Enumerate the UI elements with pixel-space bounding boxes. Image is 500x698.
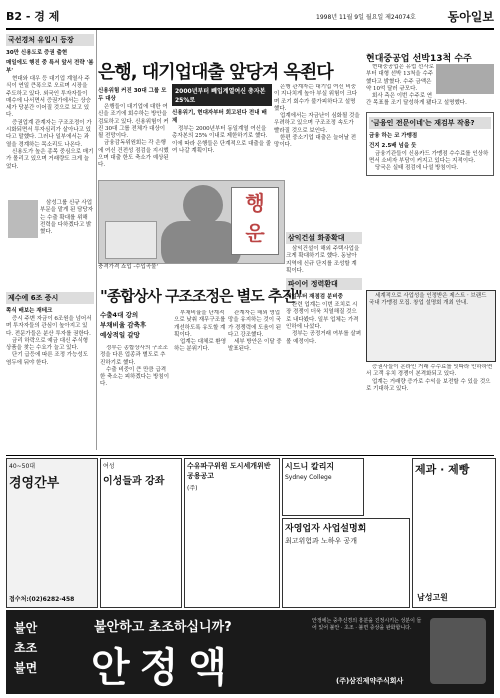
ad-college[interactable] — [282, 458, 364, 516]
ad-seminar-sub: 최고위험과 노하우 공개 — [285, 537, 358, 545]
banner-brand: 안정액 — [91, 645, 237, 691]
column-box-title: '금융인 전문이네'는 재검부 작용? — [369, 117, 491, 129]
ad-public-notice-sub: (주) — [187, 485, 198, 492]
left-article-sub: 30만 신용도로 증권 출현 — [6, 50, 68, 56]
main-headline: 은행, 대기업대출 앞당겨 옥죈다 — [98, 62, 333, 83]
main-body-col3: 은행 관계자는 대기업 여신 비중이 지나치게 높아 부실 위험이 크다며 조기 회수가 불가피하다고 설명했다. 업계에서는 자금난이 심화될 것을 우려하고 있으며 구조조정 속도가 빨라질 것으로 보인다. 한편 중소기업 대출은 늘어날 전망이다. — [274, 84, 360, 149]
main-sub2: 2000년부터 빼입계열여신 총자본 25%로 — [172, 84, 272, 106]
banner-line-1: 불안 — [14, 621, 38, 635]
right-box-ad: 세계적으로 사업성을 인정받은 제스트 · 브랜드 국내 가맹점 모집. 창업 설명회 개최 안내. — [366, 290, 496, 362]
left-lower-column: 제수에 6조 증시 쪽식 배보는 재테크 증시 주변 자금이 6조원을 넘어서며 투자자들의 관심이 높아지고 있다. 전문가들은 분산 투자를 권한다. 금리 하락으로 예금 대신 주식형 상품을 찾는 수요가 늘고 있다. 단기 급등에 따른 조정 가능성도 염두에 둬야 한다. — [6, 290, 94, 450]
ad-seminar-title: 자영업자 사업설명회 — [285, 524, 367, 534]
ad-management-sub: 40~50대 — [9, 463, 36, 470]
sub-list-item-1: 수출4대 강의 — [100, 311, 139, 319]
issue-date: 1998년 11월 9일 월요일 제24074호 — [316, 14, 416, 21]
sub-body-col3: 관계자는 해외 영업망을 유지하는 것이 국가 경쟁력에 도움이 된다고 강조했다. 세부 방안은 이달 중 발표된다. — [228, 310, 282, 353]
small-head-b: 파이어 정력환대 — [286, 278, 362, 290]
column-box-point-2: 건지 2.5배 넘을 듯 — [369, 142, 417, 149]
ad-women-sub: 여성 — [103, 463, 115, 470]
main-body-col2: 2000년부터 빼입계열여신 총자본 25%로 신용위기, 현대자부터 회고된다 전내 배제 정부는 2000년부터 동일계열 여신을 총자본의 25% 이내로 제한하기로 했다. 이에 따라 은행들은 단계적으로 대출을 줄여 나갈 계획이다. — [172, 84, 272, 204]
section-label: B2 - 경 제 — [6, 10, 60, 23]
column-box-point-1: 금융 하는 코 가맹점 — [369, 132, 418, 139]
page-header — [6, 6, 494, 30]
banner-line-2: 초조 — [14, 641, 38, 655]
sidebar-label: 쪽식 배보는 재테크 — [6, 308, 53, 314]
ads-section — [6, 455, 494, 608]
ad-bakery-sub: 남성고원 — [417, 593, 448, 602]
mid-right-column: 삼익건설 화종확대 삼익건설이 해외 주택사업을 크게 확대하기로 했다. 동남아 지역에 신규 단지를 조성할 계획이다. 파이어 정력환대 내일부터 재점검 분비중 관련 업계는 이번 조치로 시장 경쟁이 더욱 치열해질 것으로 내다봤다. 일부 업체는 가격 인하에 나섰다. 정부는 공정거래 여부를 살펴볼 예정이다. — [286, 234, 362, 345]
banner-left-lines — [14, 618, 37, 678]
ad-women[interactable] — [100, 458, 182, 608]
right-lower-text: 증권사들이 온라인 거래 수수료를 잇따라 인하하면서 고객 유치 경쟁이 본격화되고 있다. 업계는 거래량 증가로 수익을 보전할 수 있을 것으로 기대하고 있다. — [366, 364, 493, 392]
banner-slogan: 불안하고 초조하십니까? — [94, 620, 232, 635]
left-article-body: 현대와 대우 등 대기업 계열사 주식이 연일 큰폭으로 오르며 시장을 주도하고 있다. 외국인 투자자들이 매수에 나서면서 증권가에서는 상승세가 당분간 이어질 것으로 보고 있다. 증권업계 관계자는 구조조정이 가시화되면서 투자심리가 살아나고 있다고 말했다. 그러나 일부에서는 과열을 경계하는 목소리도 나온다. 신용도가 높은 종목 중심으로 매기가 몰리고 있으며 거래량도 크게 늘었다. — [6, 76, 94, 170]
small-head-c: 내일부터 재점검 분비중 — [286, 294, 343, 301]
ad-women-title: 이성들과 강좌 — [103, 476, 165, 487]
column-divider — [96, 30, 97, 450]
ad-seminar[interactable] — [282, 518, 410, 608]
column-box: '금융인 전문이네'는 재검부 작용? 금융 하는 코 가맹점 건지 2.5배 넘을 듯 금융기관들이 신용카드 가맹점 수수료를 인상하면서 소비자 부담이 커지고 있다는 지적이다. 당국은 실태 점검에 나설 방침이다. — [366, 112, 494, 176]
ad-bakery[interactable] — [412, 458, 496, 608]
news-photo: 행 운 — [98, 180, 285, 264]
left-article-sub2: 매일에도 행진 중 특서 앞서 전략 '봄부' — [6, 60, 94, 74]
left-article-title: 국선경처 유입시 등장 — [6, 34, 94, 46]
right-article-title: 현대중공업 선박13척 수주 — [366, 54, 472, 64]
main-body-col1: 신용위험 커진 30대 그룹 모두 대상 은행들이 대기업에 대한 여신을 조기에 회수하는 방안을 검토하고 있다. 신용위험이 커진 30대 그룹 전체가 대상이 될 전망이다. 금융감독위원회는 각 은행에 여신 건전성 점검을 지시했으며 대출 한도 축소가 예상된다. — [98, 88, 169, 169]
ad-management-phone: 접수처:(02)6282-458 — [9, 596, 75, 603]
ad-public-notice[interactable] — [184, 458, 280, 608]
sub-body-col2: 부채비율을 단계적으로 낮춰 재무구조를 개선하도록 유도할 계획이다. 업계는 대체로 환영하는 분위기다. — [174, 310, 226, 353]
ad-management[interactable] — [6, 458, 98, 608]
reporter-photo — [8, 200, 38, 238]
photo-caption: 충격가격 쇼입 -수입곡물' — [98, 264, 158, 270]
ad-management-title: 경영간부 — [9, 476, 60, 491]
ad-public-notice-title: 수유파구위원 도시세개위반 공용공고 — [187, 462, 271, 480]
banner-info: 안정에는 중추신경의 흥분을 진정시키는 성분이 들어 있어 불안 · 초조 · 불면 증상을 완화합니다. — [312, 618, 422, 631]
sidebar-tag: 제수에 6조 증시 — [6, 292, 94, 304]
ad-college-sub: Sydney College — [285, 474, 332, 481]
banner-line-3: 불면 — [14, 661, 38, 675]
ad-bakery-title: 제과 · 제빵 — [415, 463, 470, 476]
sub-list — [100, 310, 170, 340]
product-box-image — [430, 618, 486, 684]
banner-maker: (주)삼진제약주식회사 — [336, 677, 404, 685]
sub-body-col1: 정부는 종합상사의 구조조정을 다른 업종과 별도로 추진하기로 했다. 수출 비중이 큰 만큼 급격한 축소는 피하겠다는 방침이다. — [100, 345, 170, 388]
reporter-note: 삼성그룹 신규 사업부문을 맡게 된 담당자는 수출 확대를 위해 전력을 다하겠다고 밝혔다. — [40, 200, 94, 236]
main-sub3: 신용위기, 현대자부터 회고된다 전내 배제 — [172, 110, 267, 124]
ship-photo — [436, 64, 494, 94]
bottom-banner-ad[interactable] — [6, 610, 494, 694]
left-column — [6, 32, 94, 287]
ad-college-title: 시드니 칼리지 — [285, 462, 335, 471]
sub-headline: "종합상사 구조조정은 별도 추진" — [100, 287, 302, 305]
sub-list-item-2: 부채비율 감축후 — [100, 321, 147, 329]
small-head-a: 삼익건설 화종확대 — [286, 232, 362, 244]
sub-list-item-3: 예상적일 갈망 — [100, 331, 140, 339]
right-column: 현대중공업은 유럽 선사로부터 대형 선박 13척을 수주했다고 밝혔다. 수주 금액은 약 10억 달러 규모다. 회사 측은 이번 수주로 연간 목표를 조기 달성하게 됐다고 설명했다. '금융인 전문이네'는 재검부 작용? 금융 하는 코 가맹점 건지 2.5배 넘을 듯 금융기관들이 신용카드 가맹점 수수료를 인상하면서 소비자 부담이 커지고 있다는 지적이다. 당국은 실태 점검에 나설 방침이다. — [366, 64, 494, 284]
masthead-logo: 동아일보 — [447, 10, 494, 24]
main-sub1: 신용위험 커진 30대 그룹 모두 대상 — [98, 88, 167, 102]
